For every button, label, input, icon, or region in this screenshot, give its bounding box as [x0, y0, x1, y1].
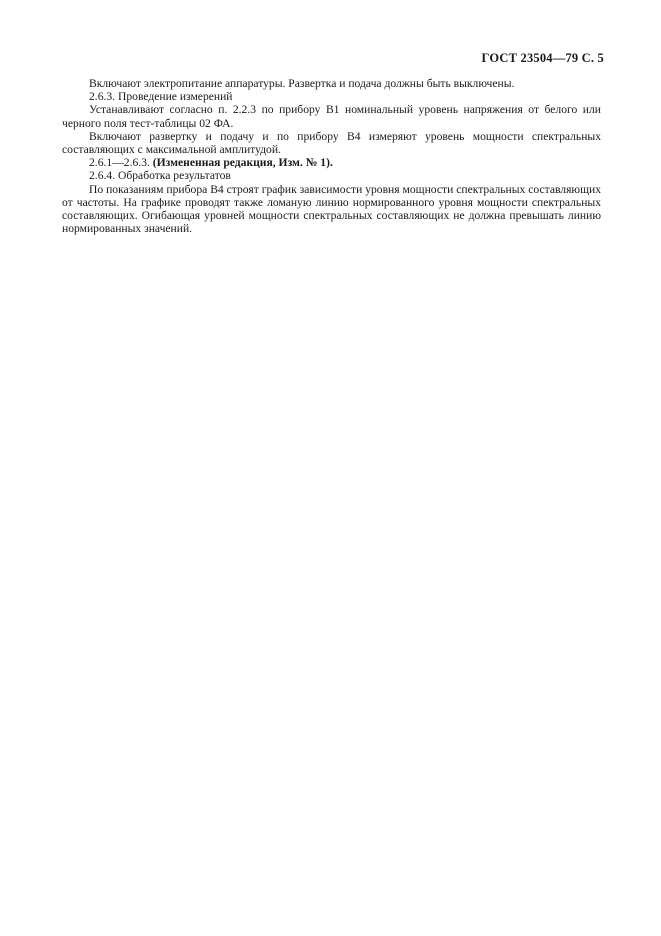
section-heading-processing: 2.6.4. Обработка результатов	[89, 169, 231, 183]
paragraph-set-level: Устанавливают согласно п. 2.2.3 по прибору В1 номинальный уровень напряжения от белого или черного поля тест-таблицы 02 ФА.	[62, 103, 601, 130]
document-body	[62, 77, 601, 235]
section-heading-measurements: 2.6.3. Проведение измерений	[89, 90, 233, 104]
paragraph-processing-results: По показаниям прибора В4 строят график зависимости уровня мощности спектральных составляющих от частоты. На графике проводят также ломаную линию нормированного уровня мощности спектральных составляющих. Огибающая уровней мощности спектральных составляющих не должна превышать линию нормированных значений.	[62, 182, 601, 236]
paragraph-amendment-note	[62, 156, 601, 169]
paragraph-measure-power: Включают развертку и подачу и по прибору В4 измеряют уровень мощности спектральных составляющих с максимальной амплитудой.	[62, 129, 601, 157]
amendment-label: (Измененная редакция, Изм. № 1).	[152, 156, 333, 170]
amendment-range: 2.6.1—2.6.3.	[89, 156, 153, 170]
page-header: ГОСТ 23504—79 С. 5	[481, 51, 604, 65]
paragraph-power-on: Включают электропитание аппаратуры. Развертка и подача должны быть выключены.	[89, 77, 515, 90]
